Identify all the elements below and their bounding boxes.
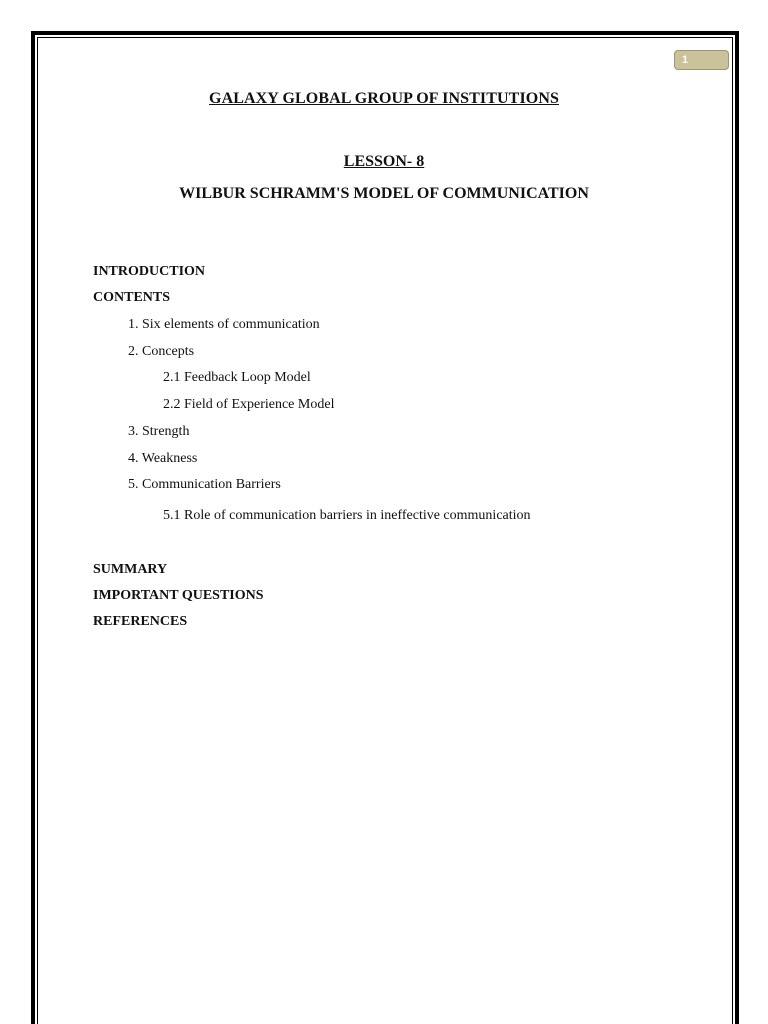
- contents-item: 3. Strength: [128, 424, 190, 439]
- contents-item: 4. Weakness: [128, 451, 198, 466]
- contents-subitem: 2.2 Field of Experience Model: [163, 397, 335, 412]
- section-references: REFERENCES: [93, 614, 188, 629]
- contents-item: 5. Communication Barriers: [128, 477, 281, 492]
- page-number-badge: 1: [674, 50, 729, 70]
- contents-subitem: 2.1 Feedback Loop Model: [163, 370, 311, 385]
- institute-heading: GALAXY GLOBAL GROUP OF INSTITUTIONS: [209, 90, 559, 107]
- contents-item: 2. Concepts: [128, 344, 195, 359]
- lesson-title-heading: WILBUR SCHRAMM'S MODEL OF COMMUNICATION: [179, 185, 589, 202]
- section-contents: CONTENTS: [93, 290, 171, 305]
- section-summary: SUMMARY: [93, 562, 168, 577]
- contents-item: 1. Six elements of communication: [128, 317, 320, 332]
- contents-subitem: 5.1 Role of communication barriers in ineffective communication: [163, 508, 531, 523]
- lesson-number-heading: LESSON- 8: [343, 153, 425, 170]
- section-important-questions: IMPORTANT QUESTIONS: [93, 588, 264, 603]
- section-introduction: INTRODUCTION: [93, 264, 206, 279]
